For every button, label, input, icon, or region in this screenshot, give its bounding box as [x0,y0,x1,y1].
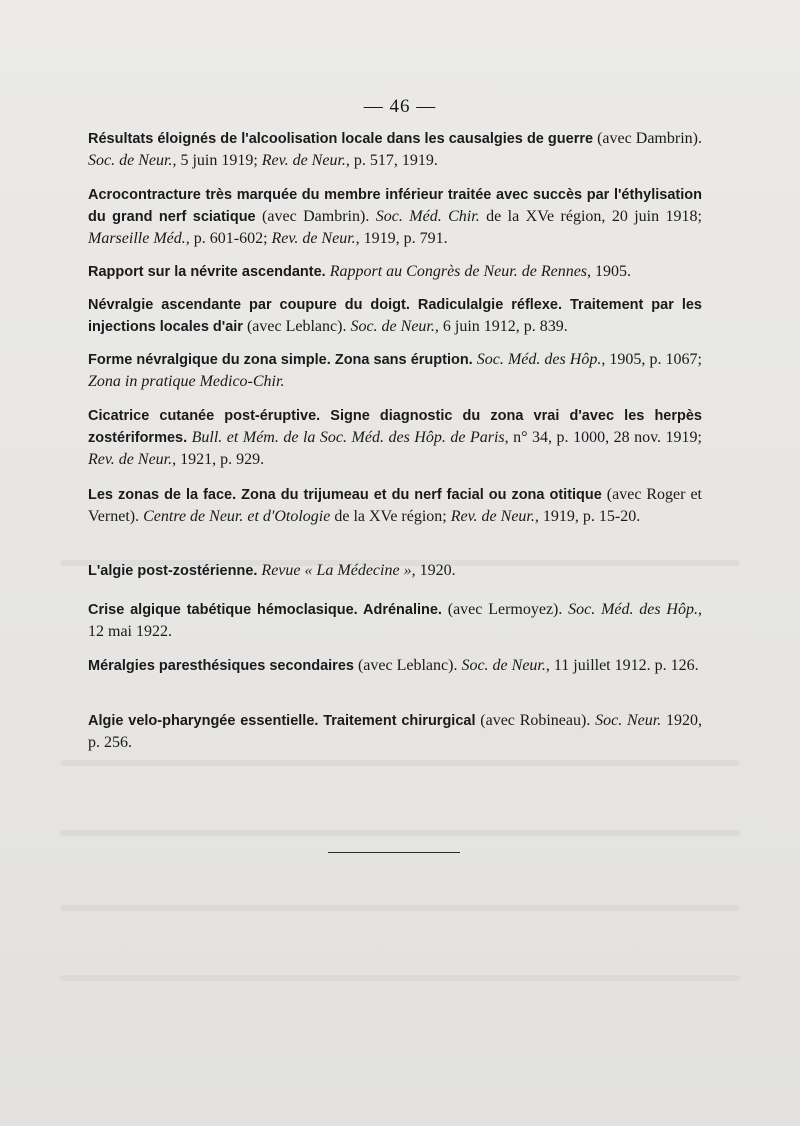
entry-source: Marseille Méd. [88,230,186,247]
bibliography-entry [88,599,702,643]
entry-text: de la XVe région; [330,508,451,525]
entry-text: , 6 juin 1912, p. 839. [434,318,568,335]
bibliography-entry [88,655,702,677]
entry-text: , 1920. [411,562,456,579]
bleed-through-line [60,830,740,836]
entry-source: Bull. et Mém. de la Soc. Méd. des Hôp. de Paris [191,429,505,446]
entry-source: Soc. Méd. Chir. [375,208,480,225]
entry-source: Soc. de Neur. [461,657,546,674]
entry-title: Névralgie ascendante par coupure du doigt. Radiculalgie réflexe. Traitement par les injections locales d'air [88,297,702,335]
bibliography-entry [88,128,702,172]
entry-text: (avec Leblanc). [353,657,462,674]
entry-text: , p. 601-602; [185,230,272,247]
entry-source: Rapport au Congrès de Neur. de Rennes [329,263,588,280]
entry-source: Soc. de Neur. [350,318,435,335]
entry-text: , 1921, p. 929. [172,451,265,468]
entry-text: de la XVe région, 20 juin 1918; [479,208,703,225]
entry-source: Centre de Neur. et d'Otologie [143,508,331,525]
bibliography-entry [88,349,702,393]
bibliography-entry [88,710,702,754]
bleed-through-line [60,760,740,766]
entry-text: , n° 34, p. 1000, 28 nov. 1919; [504,429,702,446]
bleed-through-line [60,905,740,911]
entry-source: Soc. de Neur. [88,152,173,169]
entry-text: , p. 517, 1919. [345,152,438,169]
entry-text: (avec Roger et Vernet). [88,486,703,525]
entry-source: Soc. Neur. [595,712,662,729]
entry-title: Acrocontracture très marquée du membre inférieur traitée avec succès par l'éthylisation du grand nerf sciatique [88,187,702,225]
entry-text: 1920, p. 256. [88,712,703,751]
entry-source: Rev. de Neur. [271,230,356,247]
entry-source: Rev. de Neur. [261,152,346,169]
entry-text: , 5 juin 1919; [172,152,262,169]
entry-title: Rapport sur la névrite ascendante. [88,264,326,280]
entry-source: Rev. de Neur. [450,508,535,525]
entry-source: Zona in pratique Medico-Chir. [88,373,285,390]
entry-text: (avec Lermoyez). [441,601,569,618]
page-number: — 46 — [363,96,437,117]
bleed-through-line [60,975,740,981]
end-rule [328,852,460,853]
entry-text: , 1905. [587,263,632,280]
bibliography-entry [88,184,702,250]
bibliography-entry [88,484,702,528]
bibliography-entry [88,405,702,471]
entry-title: Méralgies paresthésiques secondaires [88,658,354,674]
bibliography-entry [88,560,702,582]
entry-title: Crise algique tabétique hémoclasique. Adrénaline. [88,602,442,618]
entry-text: , 1919, p. 791. [355,230,448,247]
entry-text: , 11 juillet 1912. p. 126. [545,657,699,674]
entry-text: , 1905, p. 1067; [601,351,702,368]
entry-source: Soc. Méd. des Hôp. [476,351,602,368]
entry-text: (avec Leblanc). [242,318,351,335]
entry-title: Forme névralgique du zona simple. Zona sans éruption. [88,352,473,368]
entry-text: (avec Dambrin). [593,130,702,147]
entry-text: , 12 mai 1922. [88,601,702,640]
entry-source: Rev. de Neur. [88,451,173,468]
entry-text: (avec Dambrin). [255,208,376,225]
entry-title: Algie velo-pharyngée essentielle. Traitement chirurgical [88,713,476,729]
entry-text: , 1919, p. 15-20. [534,508,641,525]
entry-title: Les zonas de la face. Zona du trijumeau et du nerf facial ou zona otitique [88,487,602,503]
entry-text: (avec Robineau). [475,712,596,729]
entry-title: L'algie post-zostérienne. [88,563,258,579]
entry-title: Cicatrice cutanée post-éruptive. Signe diagnostic du zona vrai d'avec les herpès zostériformes. [88,408,702,446]
entry-source: Revue « La Médecine » [261,562,412,579]
bibliography-entry [88,294,702,338]
bibliography-entry [88,261,702,283]
entry-title: Résultats éloignés de l'alcoolisation locale dans les causalgies de guerre [88,131,594,147]
entry-source: Soc. Méd. des Hôp. [568,601,698,618]
